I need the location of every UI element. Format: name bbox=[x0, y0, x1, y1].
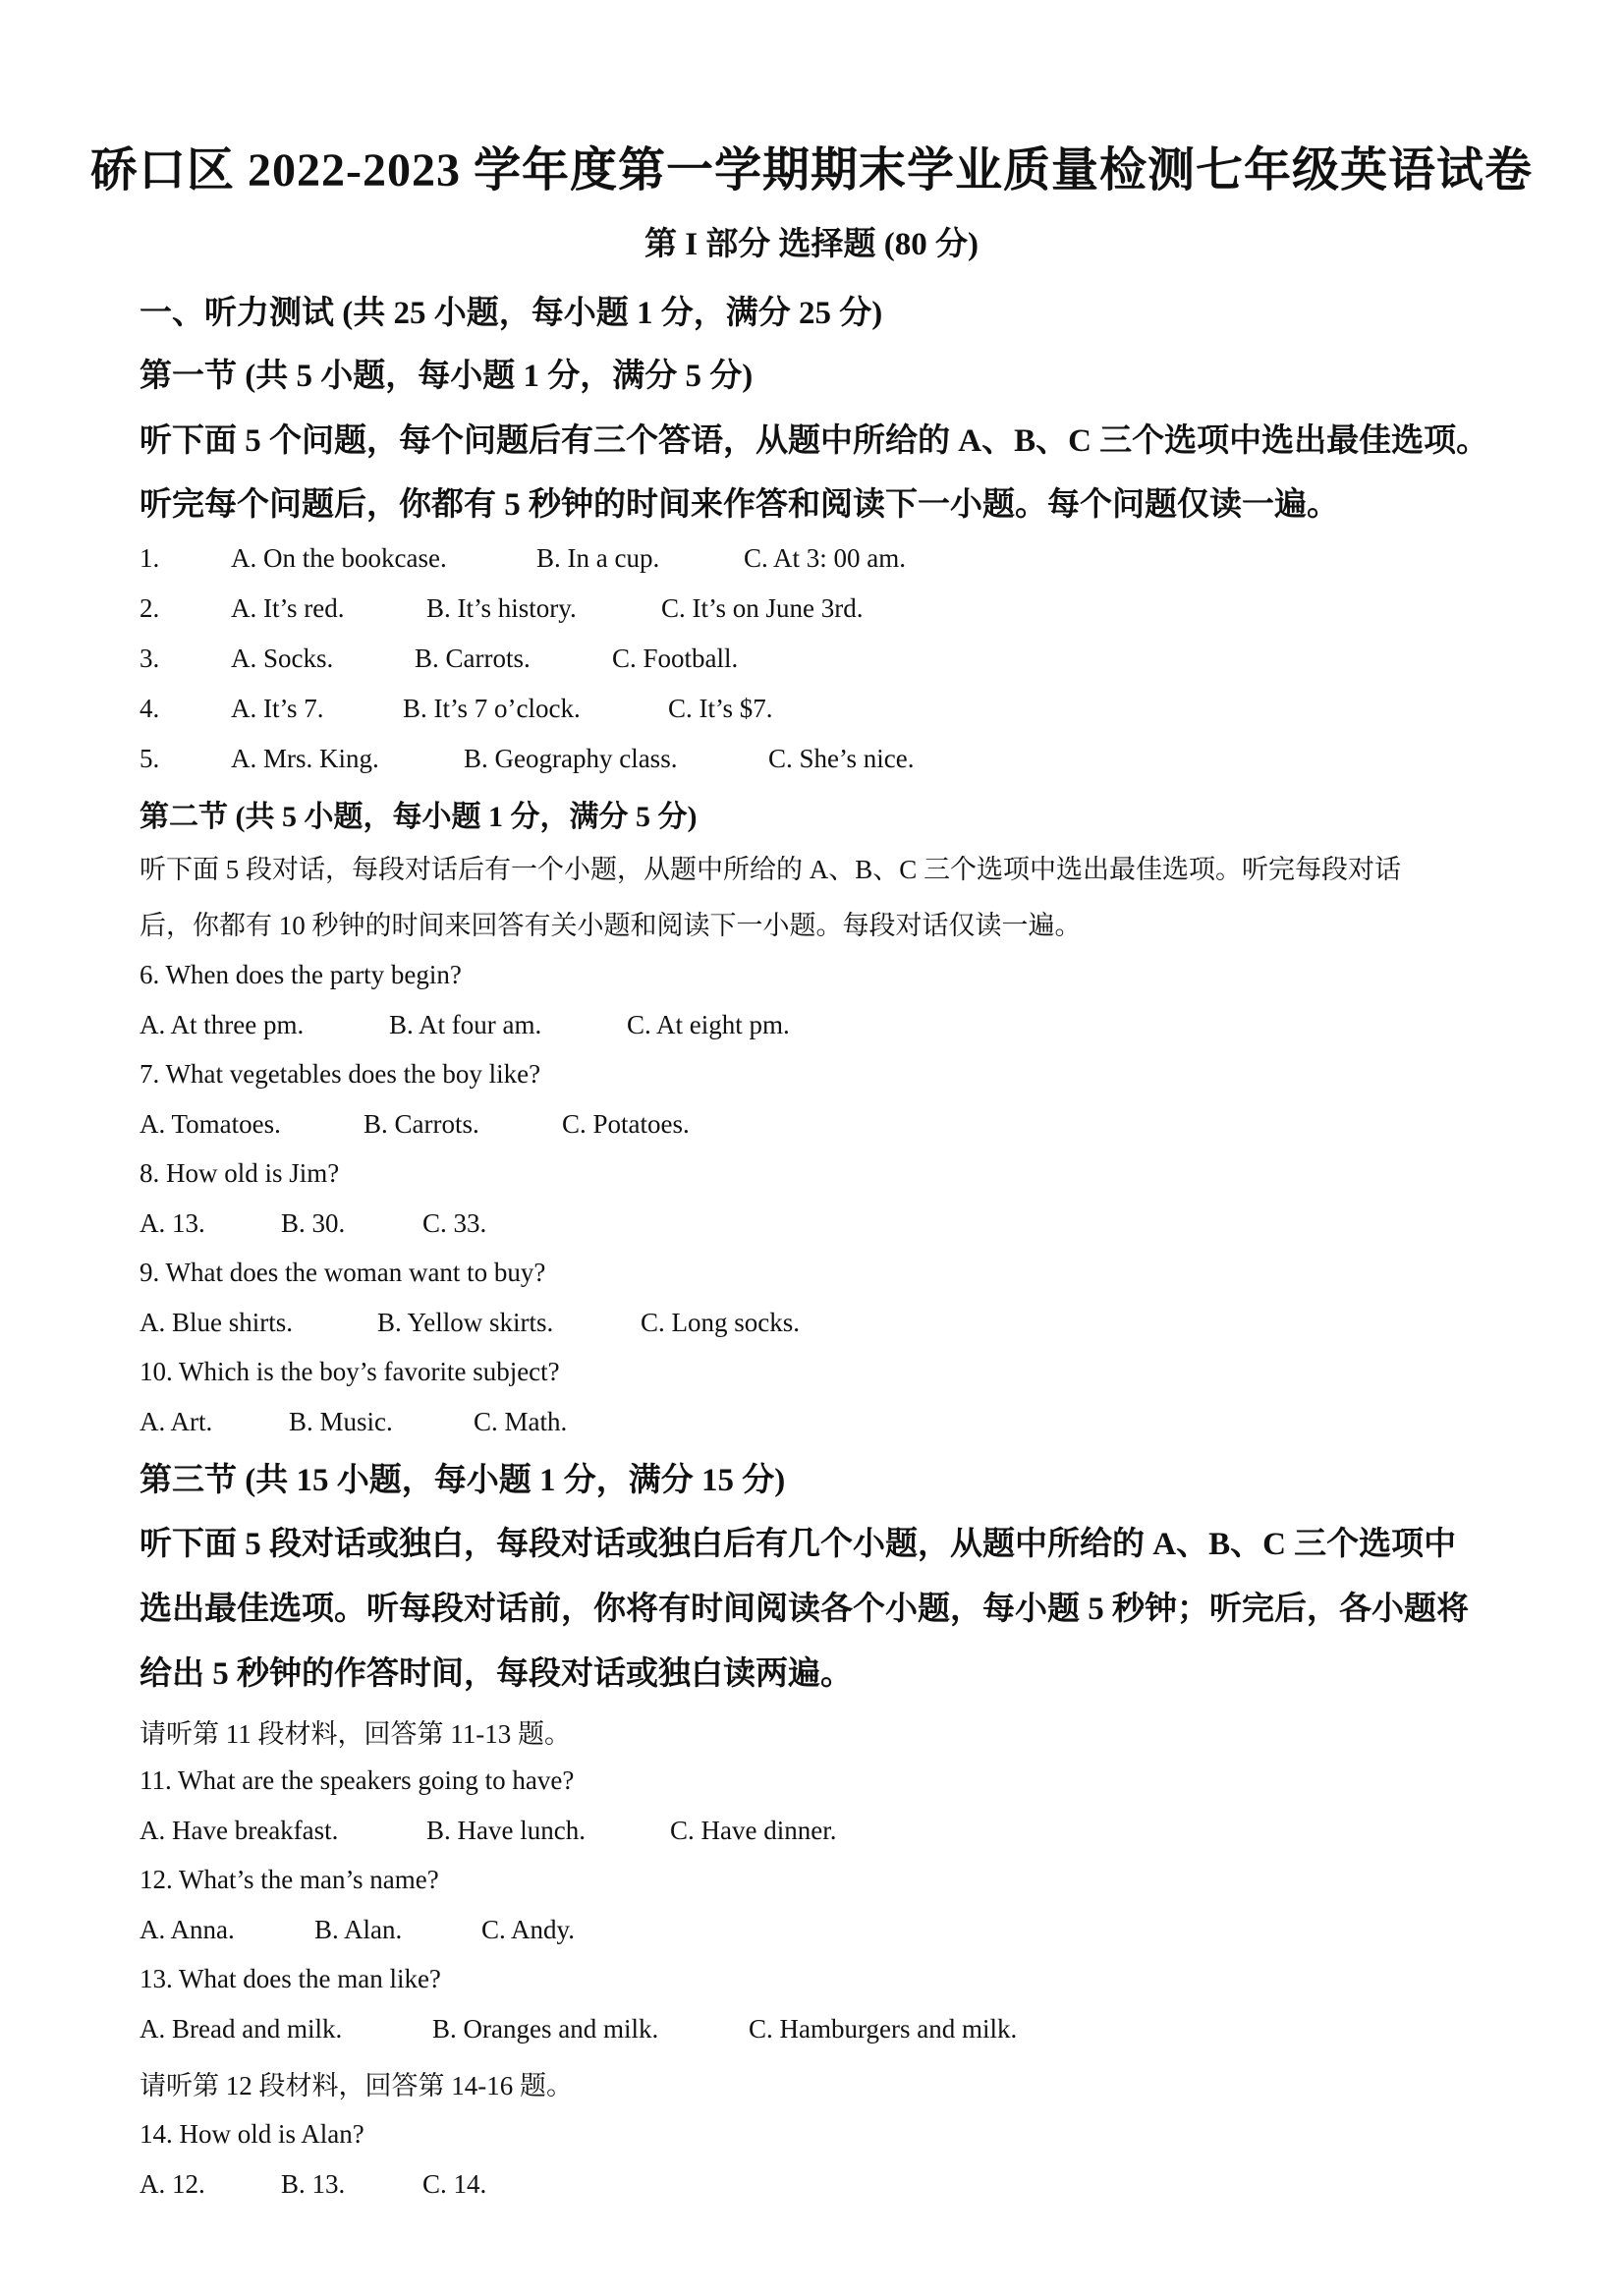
section3-instruction-2: 选出最佳选项。听每段对话前，你将有时间阅读各个小题，每小题 5 秒钟；听完后，各小题将 bbox=[140, 1592, 1469, 1627]
option-a: A. It’s 7. bbox=[231, 694, 324, 723]
listening-heading: 一、听力测试 (共 25 小题，每小题 1 分，满分 25 分) bbox=[140, 296, 883, 331]
option-a: A. It’s red. bbox=[231, 593, 345, 623]
option-b: B. At four am. bbox=[389, 1010, 542, 1039]
section3-instruction-3: 给出 5 秒钟的作答时间，每段对话或独白读两遍。 bbox=[140, 1656, 853, 1692]
option-a: A. Have breakfast. bbox=[140, 1816, 339, 1845]
section1-instruction-2: 听完每个问题后，你都有 5 秒钟的时间来作答和阅读下一小题。每个问题仅读一遍。 bbox=[140, 487, 1339, 523]
part-heading: 第 I 部分 选择题 (80 分) bbox=[644, 227, 979, 262]
option-c: C. It’s on June 3rd. bbox=[661, 593, 864, 623]
option-c: C. Andy. bbox=[481, 1915, 576, 1944]
option-b: B. 30. bbox=[281, 1208, 346, 1238]
option-c: C. She’s nice. bbox=[768, 744, 915, 773]
option-a: A. On the bookcase. bbox=[231, 543, 447, 573]
option-c: C. Have dinner. bbox=[670, 1816, 837, 1845]
question-text: 11. What are the speakers going to have? bbox=[140, 1765, 575, 1795]
option-a: A. Bread and milk. bbox=[140, 2014, 343, 2044]
item-number: 4. bbox=[140, 694, 160, 723]
option-a: A. Blue shirts. bbox=[140, 1308, 294, 1337]
option-b: B. Geography class. bbox=[464, 744, 678, 773]
question-text: 14. How old is Alan? bbox=[140, 2119, 364, 2149]
item-number: 1. bbox=[140, 543, 160, 573]
option-a: A. At three pm. bbox=[140, 1010, 305, 1039]
option-a: A. Art. bbox=[140, 1407, 213, 1436]
option-a: A. Tomatoes. bbox=[140, 1109, 281, 1139]
option-c: C. At 3: 00 am. bbox=[744, 543, 907, 573]
question-text: 12. What’s the man’s name? bbox=[140, 1865, 439, 1894]
question-text: 6. When does the party begin? bbox=[140, 960, 462, 989]
material-note: 请听第 11 段材料，回答第 11-13 题。 bbox=[140, 1719, 571, 1749]
option-b: B. Music. bbox=[289, 1407, 393, 1436]
section2-instruction-2: 后，你都有 10 秒钟的时间来回答有关小题和阅读下一小题。每段对话仅读一遍。 bbox=[140, 911, 1082, 940]
option-b: B. Oranges and milk. bbox=[432, 2014, 659, 2044]
option-c: C. Hamburgers and milk. bbox=[749, 2014, 1018, 2044]
option-b: B. In a cup. bbox=[536, 543, 660, 573]
section2-heading: 第二节 (共 5 小题，每小题 1 分，满分 5 分) bbox=[140, 801, 698, 833]
option-c: C. At eight pm. bbox=[627, 1010, 790, 1039]
question-text: 9. What does the woman want to buy? bbox=[140, 1258, 546, 1287]
option-c: C. Football. bbox=[612, 644, 739, 673]
option-b: B. It’s history. bbox=[426, 593, 577, 623]
option-b: B. Have lunch. bbox=[426, 1816, 586, 1845]
option-a: A. Socks. bbox=[231, 644, 334, 673]
option-c: C. 14. bbox=[422, 2169, 487, 2199]
question-text: 8. How old is Jim? bbox=[140, 1158, 340, 1188]
option-b: B. Carrots. bbox=[364, 1109, 479, 1139]
option-a: A. Anna. bbox=[140, 1915, 235, 1944]
option-c: C. 33. bbox=[422, 1208, 487, 1238]
section3-heading: 第三节 (共 15 小题，每小题 1 分，满分 15 分) bbox=[140, 1463, 786, 1498]
option-b: B. Alan. bbox=[314, 1915, 403, 1944]
item-number: 3. bbox=[140, 644, 160, 673]
section2-instruction-1: 听下面 5 段对话，每段对话后有一个小题，从题中所给的 A、B、C 三个选项中选出最佳选项。听完每段对话 bbox=[140, 855, 1402, 884]
option-c: C. Potatoes. bbox=[562, 1109, 690, 1139]
option-c: C. It’s $7. bbox=[668, 694, 773, 723]
section1-heading: 第一节 (共 5 小题，每小题 1 分，满分 5 分) bbox=[140, 359, 754, 394]
section1-instruction-1: 听下面 5 个问题，每个问题后有三个答语，从题中所给的 A、B、C 三个选项中选出最佳选项。 bbox=[140, 423, 1489, 459]
question-text: 13. What does the man like? bbox=[140, 1964, 441, 1993]
question-text: 10. Which is the boy’s favorite subject? bbox=[140, 1357, 560, 1386]
material-note: 请听第 12 段材料，回答第 14-16 题。 bbox=[140, 2071, 573, 2100]
option-a: A. 13. bbox=[140, 1208, 205, 1238]
item-number: 5. bbox=[140, 744, 160, 773]
section3-instruction-1: 听下面 5 段对话或独白，每段对话或独白后有几个小题，从题中所给的 A、B、C 三个选项中 bbox=[140, 1527, 1457, 1562]
option-c: C. Math. bbox=[474, 1407, 568, 1436]
option-a: A. Mrs. King. bbox=[231, 744, 379, 773]
option-a: A. 12. bbox=[140, 2169, 205, 2199]
option-b: B. Yellow skirts. bbox=[377, 1308, 554, 1337]
option-c: C. Long socks. bbox=[641, 1308, 800, 1337]
question-text: 7. What vegetables does the boy like? bbox=[140, 1059, 541, 1089]
option-b: B. It’s 7 o’clock. bbox=[403, 694, 581, 723]
option-b: B. Carrots. bbox=[415, 644, 531, 673]
exam-title: 硚口区 2022-2023 学年度第一学期期末学业质量检测七年级英语试卷 bbox=[90, 144, 1533, 196]
option-b: B. 13. bbox=[281, 2169, 346, 2199]
item-number: 2. bbox=[140, 593, 160, 623]
